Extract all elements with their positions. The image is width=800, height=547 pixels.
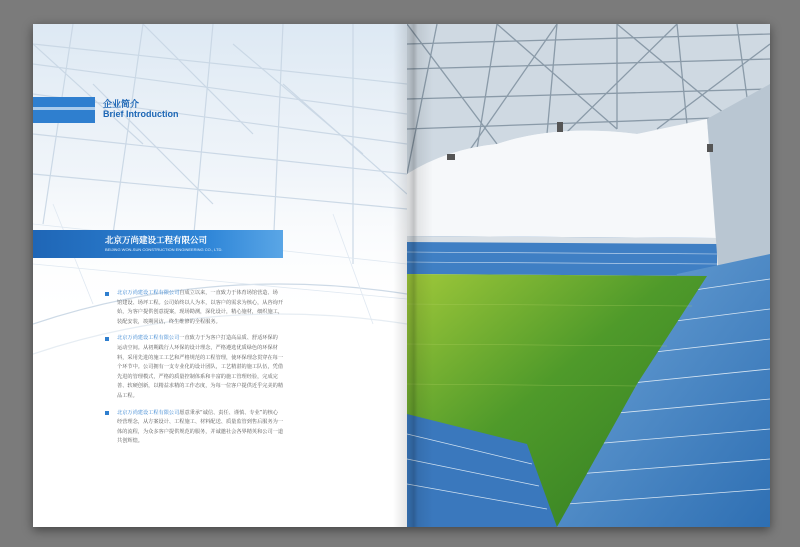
section-accent-bar xyxy=(33,97,95,123)
paragraph-highlight: 北京万尚建设工程有限公司 xyxy=(117,409,180,416)
paragraph-highlight: 北京万尚建设工程有限公司 xyxy=(117,290,180,296)
square-bullet-icon xyxy=(105,337,109,341)
section-title-en: Brief Introduction xyxy=(103,109,179,119)
square-bullet-icon xyxy=(105,292,109,296)
paragraph-text: 自成立以来，一直致力于体育场馆营造、场馆建设、场坪工程。公司始终以人为本，以客户的需求为核心，从咨询开始，为客户提供创意提案，现场勘测，深化设计，精心施材，细织施工，装配安装，竣期回访，终生维修的全程服务。 xyxy=(117,290,284,325)
company-name-cn: 北京万尚建设工程有限公司 xyxy=(105,236,208,246)
right-page xyxy=(407,24,770,527)
paragraph-highlight: 北京万尚建设工程有限公司 xyxy=(117,335,180,342)
company-name-en: BEIJING WON-SUN CONSTRUCTION ENGINEERING CO., LTD. xyxy=(105,247,223,252)
paragraph-text: 一直致力于为客户打造高品质、舒适环保的运动空间。从初期践行人环保的设计理念，严格遵选优质绿色的环保材料，采用先进的施工工艺和严格规范的工程管理，使环保理念贯穿在每一个环节中。公司拥有一支专业化的设计团队，工艺精湛的施工队伍，凭借先进的管理模式，严格的质量控制体系和丰富的施工管理经验，完成完善、软硬创新，以精益求精的工作态度，为每一位客户提供近乎完美的精品工程。 xyxy=(117,335,284,399)
brochure-spread xyxy=(33,24,770,527)
company-name-banner xyxy=(33,230,283,258)
intro-text xyxy=(105,289,283,454)
section-accent-line xyxy=(33,107,95,110)
intro-paragraph xyxy=(105,334,283,401)
stadium-photo xyxy=(407,24,770,527)
section-title-cn: 企业简介 xyxy=(103,100,140,110)
section-heading xyxy=(33,97,183,123)
square-bullet-icon xyxy=(105,411,109,415)
left-page xyxy=(33,24,407,527)
intro-paragraph xyxy=(105,289,283,327)
intro-paragraph xyxy=(105,409,283,447)
paragraph-text: 愿意秉承“诚信、责任、谨慎、专业”的核心经营理念，从方案设计、工程施工、材料配送、质量监管到售后服务为一体的流程，为众多客户提供规范的服务，并诚邀社会各界精英和公司一道共创辉煌。 xyxy=(117,409,284,445)
